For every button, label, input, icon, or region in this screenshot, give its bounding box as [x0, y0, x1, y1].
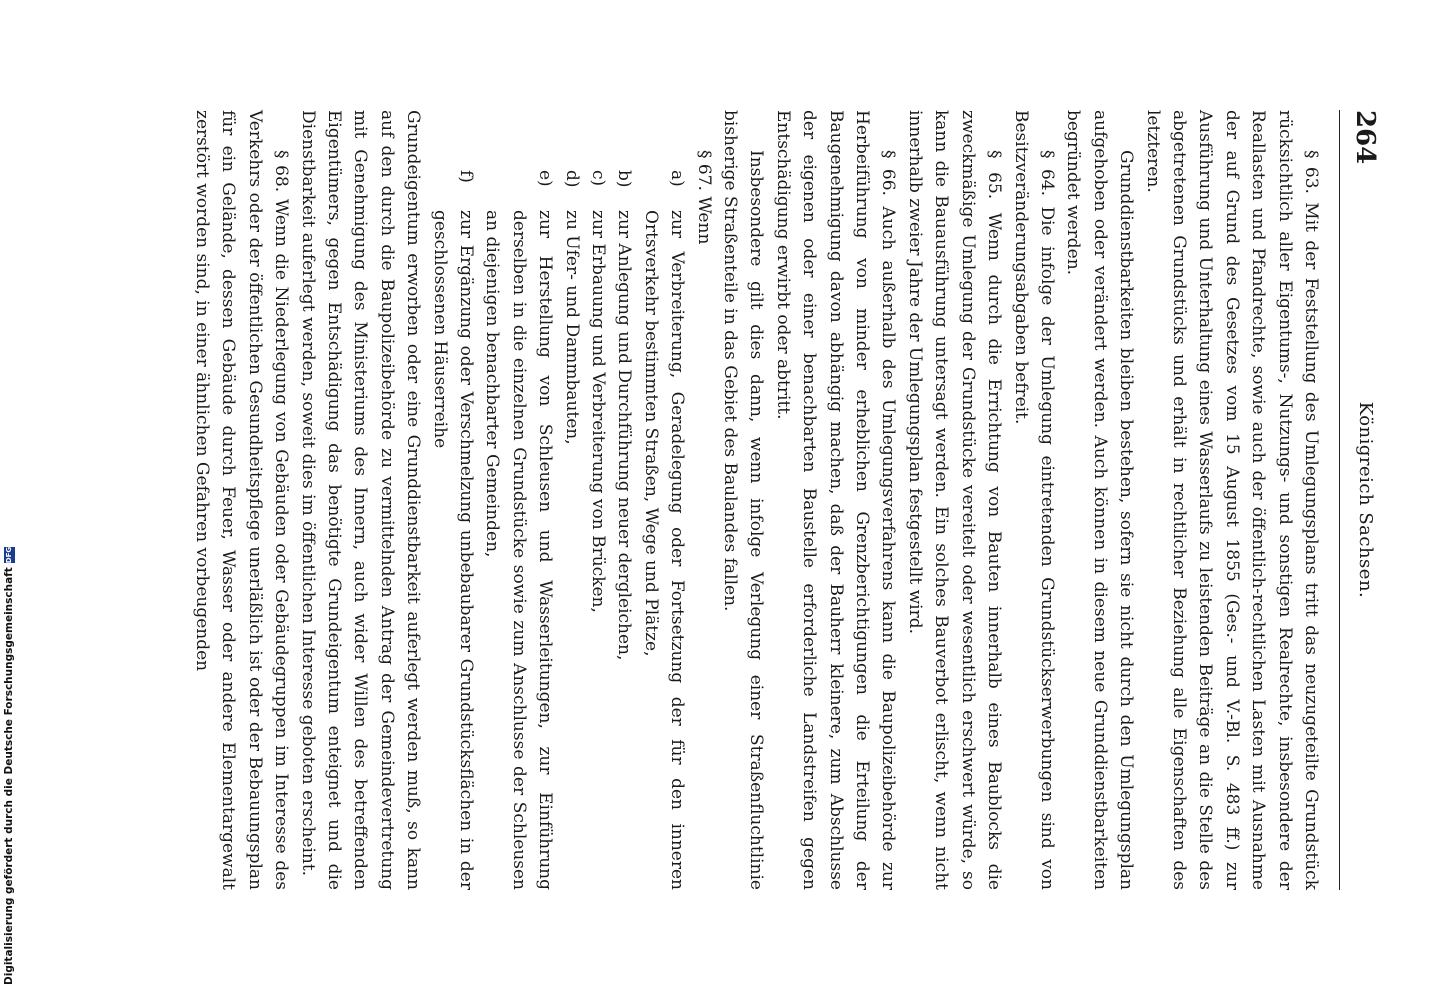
- list-marker: a): [667, 170, 688, 187]
- paragraph-67-list: [426, 110, 690, 890]
- rotated-page: [120, 110, 1380, 890]
- header-rule: [1339, 110, 1340, 890]
- paragraph-67-lead: § 67. Wenn: [693, 150, 714, 245]
- list-marker: b): [614, 170, 635, 188]
- list-item-text: zur Erbauung und Verbreiterung von Brücken,: [588, 210, 609, 613]
- dfg-logo-icon: DFG: [4, 546, 13, 564]
- digitization-credit: [1, 546, 17, 985]
- list-item-text: zur Anlegung und Durchführung neuer dergleichen,: [614, 210, 635, 661]
- paragraph-67-tail: Grundeigentum erworben oder eine Grunddienstbarkeit auferlegt werden muß, so kann auf den durch die Baupolizeibehörde zu vermittelnden Antrag der Gemeindevertretung mit Genehmigung des Ministeriums des Innern, auch wider Willen des betreffenden Eigentümers, gegen Entschädigung das benötigte Grundeigentum enteignet und die Dienstbarkeit auferlegt werden, soweit dies im öffentlichen Interesse geboten erscheint.: [297, 110, 424, 890]
- list-item: [637, 110, 690, 890]
- list-item-text: zur Ergänzung oder Verschmelzung unbebaubarer Grundstücksflächen in der geschlossenen Häuserreihe: [429, 210, 476, 890]
- paragraph-66-cont: Insbesondere gilt dies dann, wenn infolge Verlegung einer Straßenfluchtlinie bisherige Straßenteile in das Gebiet des Baulandes fallen.: [720, 110, 767, 890]
- list-item: [585, 110, 611, 890]
- paragraph-63-cont: Grunddienstbarkeiten bleiben bestehen, sofern sie nicht durch den Umlegungsplan aufgehoben oder verändert werden. Auch können in diesem neue Grunddienstbarkeiten begründet werden.: [1063, 110, 1137, 890]
- paragraph-65: § 65. Wenn durch die Errichtung von Bauten innerhalb eines Baublocks die zweckmäßige Umlegung der Grundstücke vereitelt oder wesentlich erschwert würde, so kann die Bauausführung untersagt werden. Ein solches Bauverbot erlischt, wenn nicht innerhalb zweier Jahre der Umlegungsplan festgestellt wird.: [904, 110, 1005, 890]
- paragraph-68: § 68. Wenn die Niederlegung von Gebäuden oder Gebäudegruppen im Interesse des Verkehrs oder der öffentlichen Gesundheitspflege unerläßlich ist oder der Bebauungsplan für ein Gelände, dessen Gebäude durch Feuer, Wasser oder andere Elementargewalt zerstört worden sind, in einer ähnlichen Gefahren vorbeugenden: [191, 110, 292, 890]
- list-item-text: zu Ufer- und Dammbauten,: [561, 210, 582, 445]
- list-item: [479, 110, 558, 890]
- list-marker: e): [535, 170, 556, 187]
- page-body: [189, 110, 1324, 890]
- page-number: 264: [1350, 110, 1380, 165]
- list-item: [426, 110, 479, 890]
- paragraph-66: § 66. Auch außerhalb des Umlegungsverfahrens kann die Baupolizeibehörde zur Herbeiführung von minder erheblichen Grenzberichtigungen die Erteilung der Baugenehmigung davon abhängig machen, daß der Bauherr kleinere, zum Abschlusse der eigenen oder einer benachbarten Baustelle erforderliche Landstreifen gegen Entschädigung erwirbt oder abtritt.: [772, 110, 899, 890]
- list-marker: d): [561, 170, 582, 188]
- list-item-text: zur Herstellung von Schleusen und Wasserleitungen, zur Einführung derselben in die einzelnen Grundstücke sowie zum Anschlusse der Schleusen an diejenigen benachbarter Gemeinden,: [482, 210, 556, 890]
- running-head: Königreich Sachsen.: [1355, 401, 1376, 599]
- paragraph-63: § 63. Mit der Feststellung des Umlegungsplans tritt das neuzugeteilte Grundstück rücksichtlich aller Eigentums-, Nutzungs- und sonstigen Realrechte, insbesondere der Reallasten und Pfandrechte, sowie auch der öffentlich-rechtlichen Lasten mit Ausnahme der auf Grund des Gesetzes vom 15 August 1855 (Ges.- und V.-Bl. S. 483 ff.) zur Ausführung und Unterhaltung eines Wasserlaufs zu leistenden Beiträge an die Stelle des abgetretenen Grundstücks und erhält in rechtlicher Beziehung alle Eigenschaften des letzteren.: [1142, 110, 1321, 890]
- list-item-text: zur Verbreiterung, Geradelegung oder Fortsetzung der für den inneren Ortsverkehr bestimmten Straßen, Wege und Plätze,: [640, 210, 688, 890]
- list-marker: c): [588, 170, 609, 187]
- paragraph-64: § 64. Die infolge der Umlegung eintretenden Grundstückserwerbungen sind von Besitzveränderungsabgaben befreit.: [1010, 110, 1057, 890]
- page-header: [1350, 110, 1380, 890]
- list-item: [558, 110, 584, 890]
- credit-text: Digitalisierung gefördert durch die Deutsche Forschungsgemeinschaft: [3, 567, 15, 985]
- list-marker: f): [456, 170, 476, 183]
- list-item: [611, 110, 637, 890]
